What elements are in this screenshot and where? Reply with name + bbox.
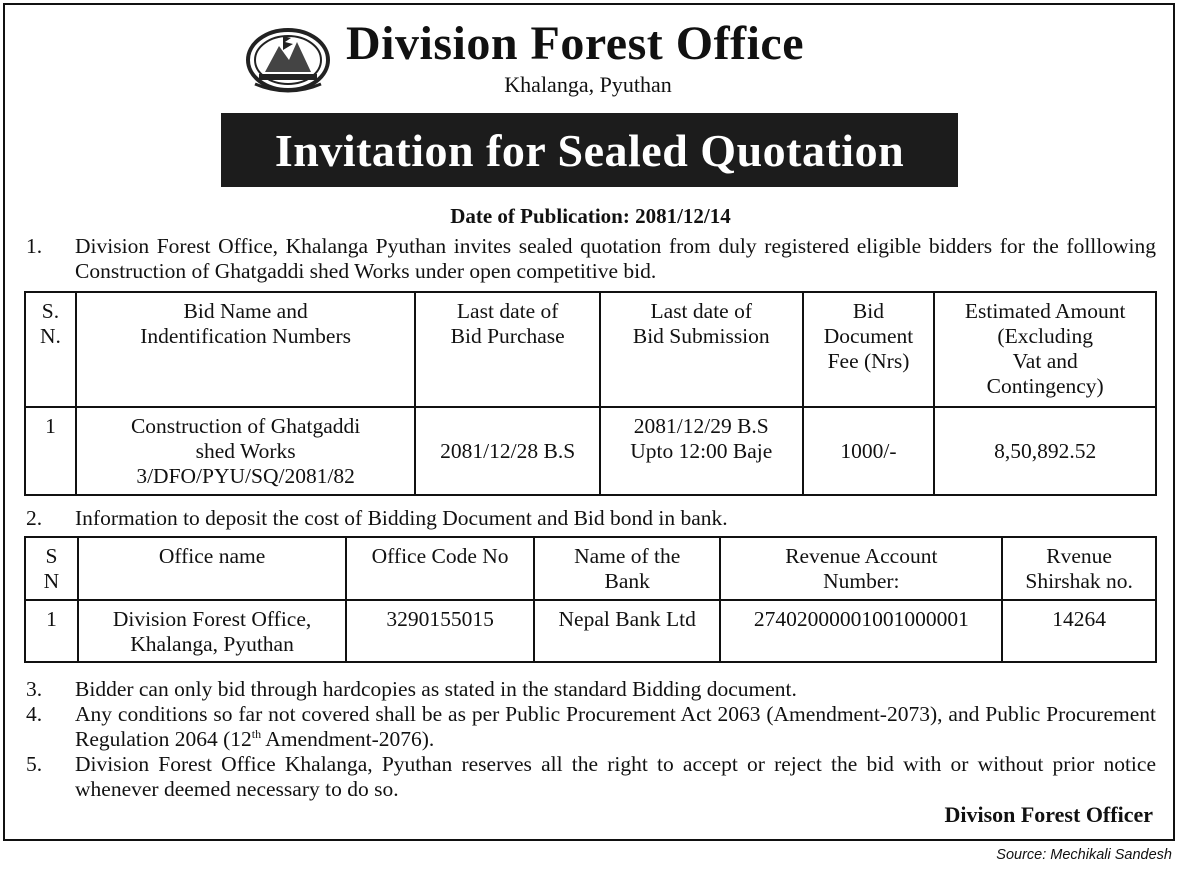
col-header-sn: S. N. <box>25 292 76 407</box>
table-row <box>25 407 1156 495</box>
clause-number: 1. <box>26 234 43 258</box>
table-header-row <box>25 292 1156 407</box>
col-header-estimated-amount: Estimated Amount (Excluding Vat and Contingency) <box>934 292 1156 407</box>
cell-shirshak: 14264 <box>1002 600 1156 662</box>
clause-text: Any conditions so far not covered shall be as per Public Procurement Act 2063 (Amendment-2073), and Public Procurement Regulation 2064 (12th Amendment-2076). <box>75 702 1156 751</box>
clause-5 <box>26 752 1156 802</box>
cell-document-fee: 1000/- <box>803 407 935 495</box>
bid-details-table <box>24 291 1157 496</box>
clause-1 <box>26 234 1156 284</box>
cell-estimated-amount: 8,50,892.52 <box>934 407 1156 495</box>
cell-sn: 1 <box>25 600 78 662</box>
clause-number: 3. <box>26 677 43 701</box>
cell-office-name: Division Forest Office, Khalanga, Pyuthan <box>78 600 346 662</box>
col-header-account-number: Revenue Account Number: <box>720 537 1002 600</box>
col-header-submission-date: Last date of Bid Submission <box>600 292 803 407</box>
cell-account-number: 27402000001001000001 <box>720 600 1002 662</box>
clause-text: Information to deposit the cost of Bidding Document and Bid bond in bank. <box>75 506 728 530</box>
clause-number: 2. <box>26 506 43 530</box>
clause-text: Division Forest Office Khalanga, Pyuthan reserves all the right to accept or reject the bid with or without prior notice whenever deemed necessary to do so. <box>75 752 1156 801</box>
col-header-bank-name: Name of the Bank <box>534 537 721 600</box>
table-row <box>25 600 1156 662</box>
col-header-document-fee: Bid Document Fee (Nrs) <box>803 292 935 407</box>
clause-2 <box>26 506 1156 531</box>
clause-text: Division Forest Office, Khalanga Pyuthan invites sealed quotation from duly registered eligible bidders for the folllowing Construction of Ghatgaddi shed Works under open competitive bid. <box>75 234 1156 283</box>
notice-heading-banner: Invitation for Sealed Quotation <box>221 113 958 187</box>
cell-purchase-date: 2081/12/28 B.S <box>415 407 600 495</box>
cell-office-code: 3290155015 <box>346 600 534 662</box>
cell-bid-name: Construction of Ghatgaddi shed Works 3/DFO/PYU/SQ/2081/82 <box>76 407 415 495</box>
office-location: Khalanga, Pyuthan <box>504 72 672 97</box>
col-header-office-code: Office Code No <box>346 537 534 600</box>
cell-sn: 1 <box>25 407 76 495</box>
clause-text: Bidder can only bid through hardcopies as stated in the standard Bidding document. <box>75 677 797 701</box>
bank-details-table <box>24 536 1157 663</box>
clause-number: 4. <box>26 702 43 726</box>
col-header-purchase-date: Last date of Bid Purchase <box>415 292 600 407</box>
col-header-office-name: Office name <box>78 537 346 600</box>
cell-submission-date: 2081/12/29 B.S Upto 12:00 Baje <box>600 407 803 495</box>
signatory-title: Divison Forest Officer <box>944 802 1153 827</box>
clause-3 <box>26 677 1156 702</box>
table-header-row <box>25 537 1156 600</box>
col-header-shirshak: Rvenue Shirshak no. <box>1002 537 1156 600</box>
cell-bank-name: Nepal Bank Ltd <box>534 600 721 662</box>
office-title: Division Forest Office <box>346 17 805 70</box>
col-header-sn: S N <box>25 537 78 600</box>
source-credit: Source: Mechikali Sandesh <box>996 847 1172 863</box>
clause-number: 5. <box>26 752 43 776</box>
col-header-bid-name: Bid Name and Indentification Numbers <box>76 292 415 407</box>
clause-4 <box>26 702 1156 752</box>
publication-date: Date of Publication: 2081/12/14 <box>450 204 731 228</box>
